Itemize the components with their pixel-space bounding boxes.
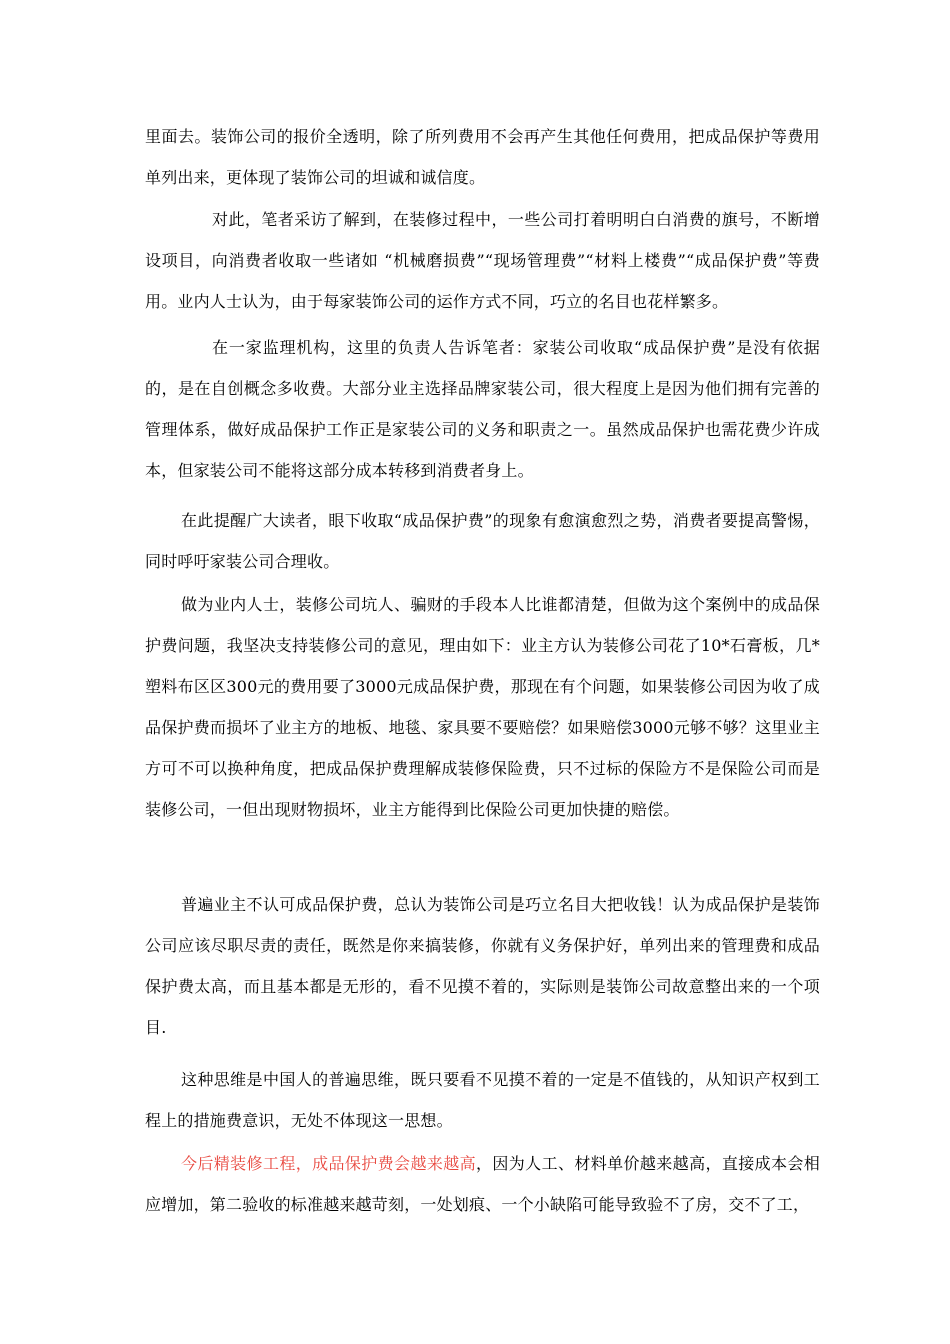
paragraph-3: [145, 327, 820, 491]
paragraph-text: 在此提醒广大读者，眼下收取“成品保护费”的现象有愈演愈烈之势，消费者要提高警惕，同时呼吁家装公司合理收。: [145, 511, 820, 571]
paragraph-text: 里面去。装饰公司的报价全透明，除了所列费用不会再产生其他任何费用，把成品保护等费用单列出来，更体现了装饰公司的坦诚和诚信度。: [145, 127, 820, 187]
paragraph-text: 在一家监理机构，这里的负责人告诉笔者：家装公司收取“成品保护费”是没有依据的，是在自创概念多收费。大部分业主选择品牌家装公司，很大程度上是因为他们拥有完善的管理体系，做好成品保护工作正是家装公司的义务和职责之一。虽然成品保护也需花费少许成本，但家装公司不能将这部分成本转移到消费者身上。: [145, 338, 820, 480]
paragraph-7: [145, 1059, 820, 1141]
paragraph-5: [145, 584, 820, 830]
paragraph-2: [145, 199, 820, 322]
paragraph-text: 对此，笔者采访了解到，在装修过程中，一些公司打着明明白白消费的旗号，不断增设项目，向消费者收取一些诸如 “机械磨损费”“现场管理费”“材料上楼费”“成品保护费”等费用。业内人士认为，由于每家装饰公司的运作方式不同，巧立的名目也花样繁多。: [145, 210, 820, 311]
paragraph-1: [145, 116, 820, 198]
highlighted-text: 今后精装修工程，成品保护费会越来越高: [181, 1154, 477, 1173]
paragraph-4: [145, 500, 820, 582]
paragraph-text: ，因为人工、材料单价越来越高，直接成本会相应增加，第二验收的标准越来越苛刻，一处划痕、一个小缺陷可能导致验不了房，交不了工，: [145, 1154, 820, 1214]
paragraph-text: 做为业内人士，装修公司坑人、骗财的手段本人比谁都清楚，但做为这个案例中的成品保护费问题，我坚决支持装修公司的意见，理由如下：业主方认为装修公司花了10*石膏板，几*塑料布区区300元的费用要了3000元成品保护费，那现在有个问题，如果装修公司因为收了成品保护费而损坏了业主方的地板、地毯、家具要不要赔偿？如果赔偿3000元够不够？这里业主方可不可以换种角度，把成品保护费理解成装修保险费，只不过标的保险方不是保险公司而是装修公司，一但出现财物损坏，业主方能得到比保险公司更加快捷的赔偿。: [145, 595, 820, 819]
paragraph-text: 普遍业主不认可成品保护费，总认为装饰公司是巧立名目大把收钱！认为成品保护是装饰公司应该尽职尽责的责任，既然是你来搞装修，你就有义务保护好，单列出来的管理费和成品保护费太高，而且基本都是无形的，看不见摸不着的，实际则是装饰公司故意整出来的一个项目.: [145, 895, 820, 1037]
paragraph-8: [145, 1143, 820, 1225]
paragraph-6: [145, 884, 820, 1048]
paragraph-text: 这种思维是中国人的普遍思维，既只要看不见摸不着的一定是不值钱的，从知识产权到工程上的措施费意识，无处不体现这一思想。: [145, 1070, 820, 1130]
